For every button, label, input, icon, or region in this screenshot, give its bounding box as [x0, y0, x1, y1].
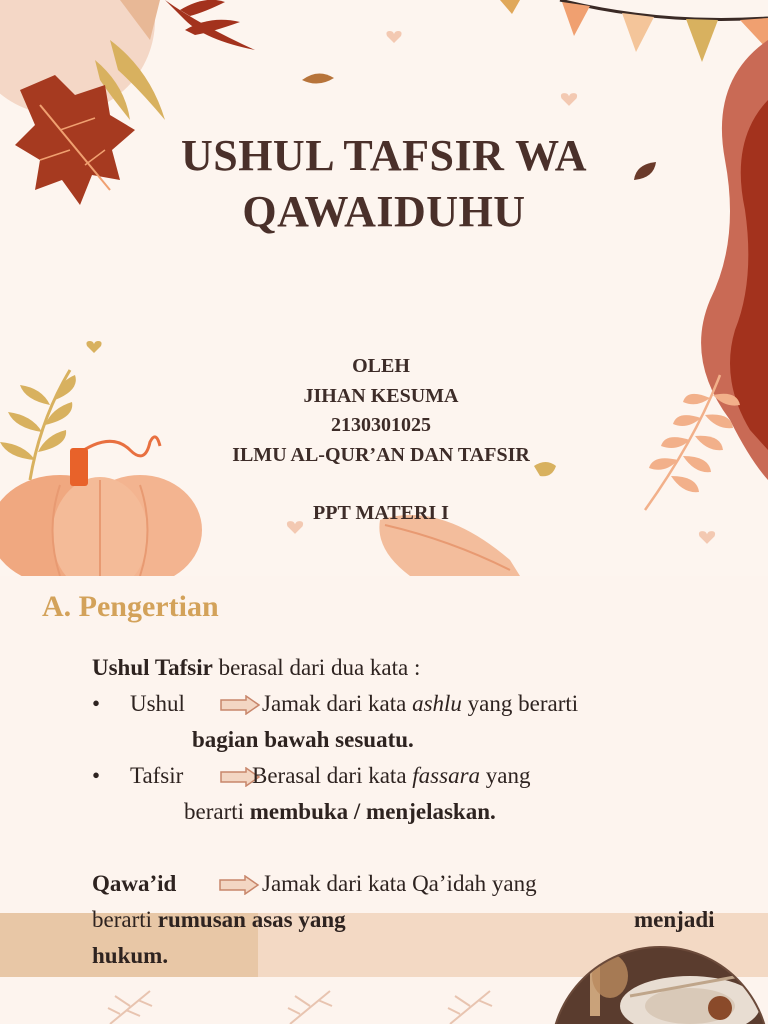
item-term: Tafsir — [130, 763, 184, 788]
section-title: A. Pengertian — [42, 590, 219, 623]
qawaid-continuation — [92, 902, 742, 938]
student-id: 2130301025 — [331, 414, 431, 436]
item-definition-cont: berarti membuka / menjelaskan. — [184, 799, 496, 824]
intro-term: Ushul Tafsir — [92, 655, 213, 680]
item-term: Ushul — [130, 691, 185, 716]
qawaid-definition: Jamak dari kata Qa’idah yang — [262, 871, 537, 896]
department: ILMU AL-QUR’AN DAN TAFSIR — [232, 443, 530, 466]
qawaid-term: Qawa’id — [92, 871, 177, 896]
author-name: JIHAN KESUMA — [303, 384, 459, 407]
qawaid-last-line — [92, 938, 742, 974]
qawaid-line — [92, 866, 742, 902]
list-item — [92, 758, 742, 794]
bullet-icon: • — [92, 691, 101, 716]
heart-icon — [560, 92, 578, 107]
palm-leaves-decoration — [90, 986, 530, 1024]
author-info — [150, 352, 612, 529]
title-line-1: USHUL TAFSIR WA — [180, 131, 588, 180]
heart-icon — [386, 30, 402, 44]
definition-text — [92, 650, 742, 974]
list-item-continuation — [92, 794, 742, 830]
fern-leaf-decoration — [625, 370, 745, 520]
bullet-icon: • — [92, 763, 101, 788]
presentation-title — [110, 128, 658, 240]
list-item-continuation — [92, 722, 742, 758]
intro-rest: berasal dari dua kata : — [212, 655, 421, 680]
list-item — [92, 686, 742, 722]
qawaid-definition-end: menjadi — [634, 907, 715, 932]
qawaid-definition-cont: berarti rumusan asas yang — [92, 907, 346, 932]
right-arrow-icon — [218, 875, 260, 895]
item-definition-cont: bagian bawah sesuatu. — [192, 727, 414, 752]
heart-icon — [698, 530, 716, 545]
falling-leaf-icon — [300, 70, 336, 90]
intro-line — [92, 650, 742, 686]
material-label: PPT MATERI I — [313, 502, 449, 524]
right-arrow-icon — [220, 695, 260, 715]
qawaid-last-word: hukum. — [92, 943, 169, 968]
heart-icon — [86, 340, 102, 354]
by-label: OLEH — [352, 355, 410, 377]
title-line-2: QAWAIDUHU — [242, 187, 526, 236]
item-definition: Berasal dari kata fassara yang — [252, 763, 531, 788]
content-slide — [0, 576, 768, 1024]
item-definition: Jamak dari kata ashlu yang berarti — [262, 691, 579, 716]
